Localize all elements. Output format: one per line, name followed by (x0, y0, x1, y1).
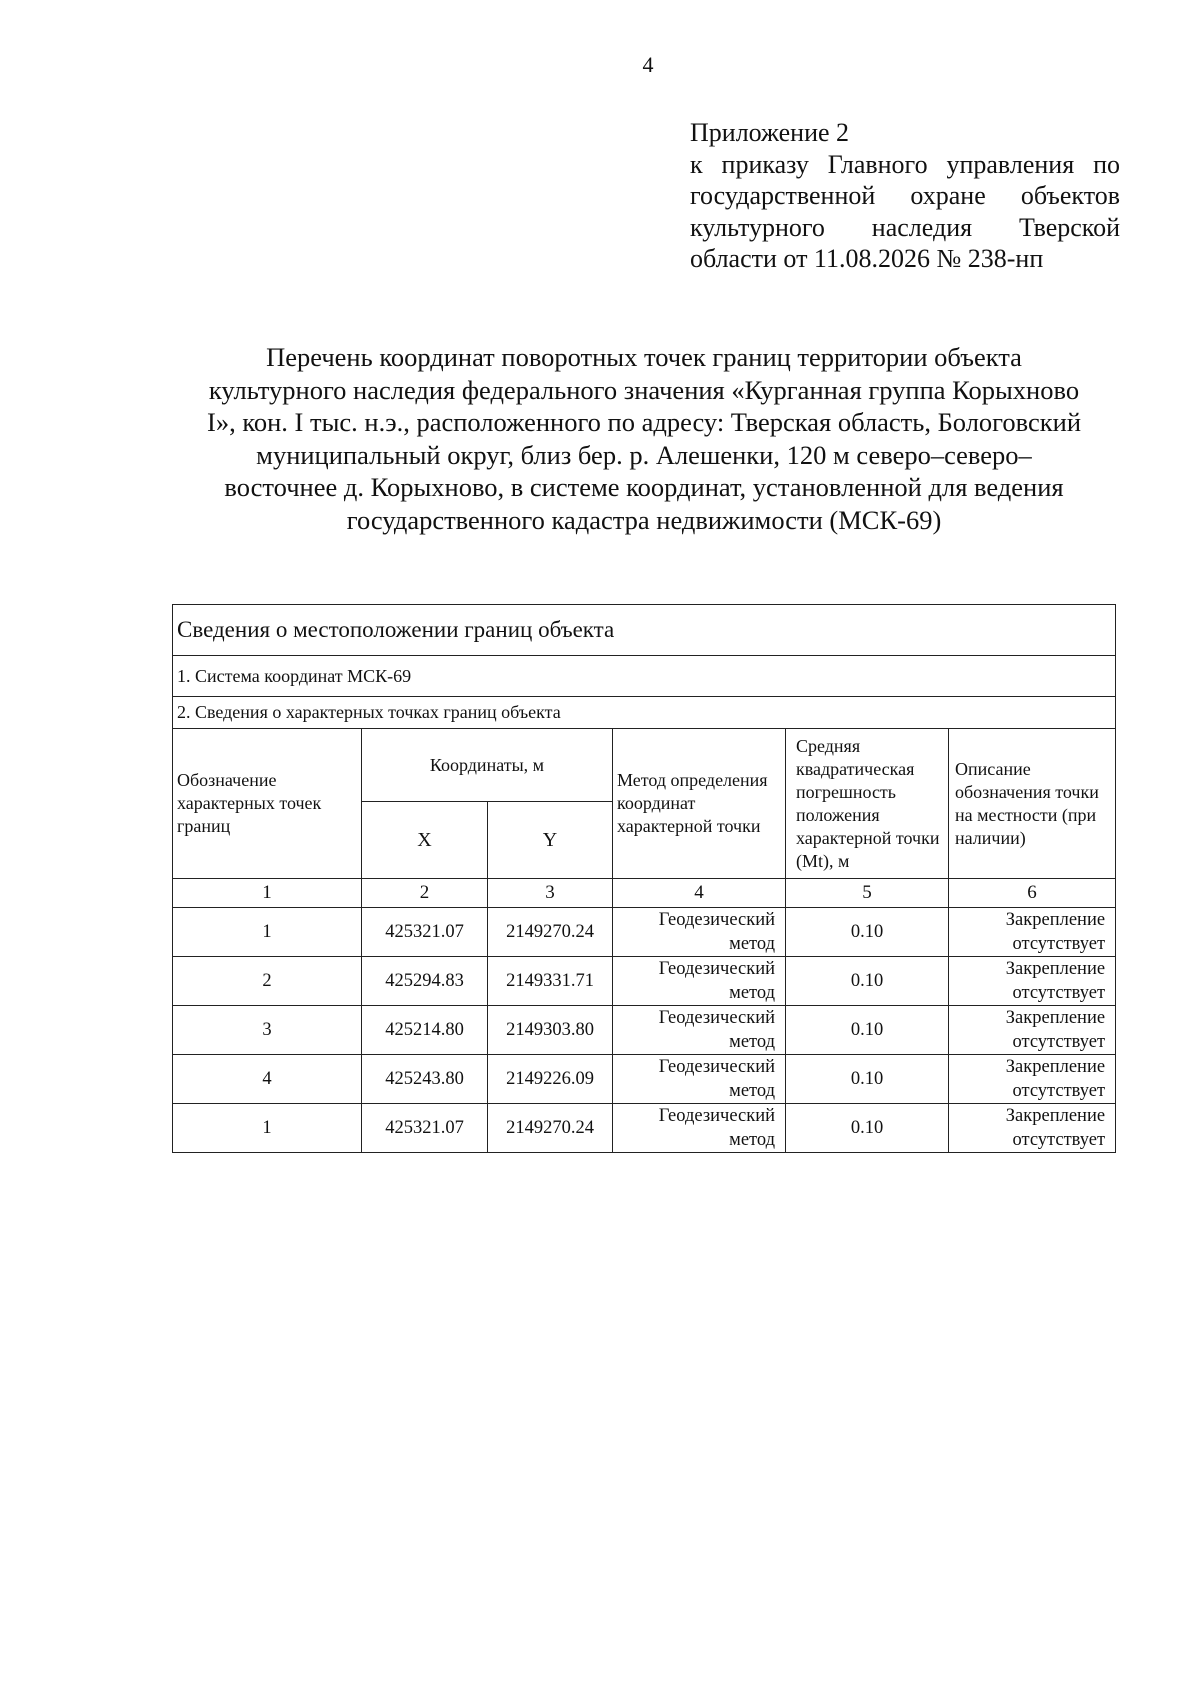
cell-method: Геодезический метод (613, 908, 786, 957)
cell-y: 2149226.09 (488, 1055, 613, 1104)
column-number: 3 (488, 879, 613, 908)
cell-description: Закрепление отсутствует (949, 957, 1116, 1006)
header-y: Y (488, 802, 613, 879)
table-row (173, 908, 1116, 957)
appendix-line: области от 11.08.2026 № 238-нп (690, 244, 1044, 273)
cell-point: 1 (173, 1104, 362, 1153)
title-line: Перечень координат поворотных точек границ территории объекта (266, 342, 1022, 372)
header-description: Описание обозначения точки на местности (при наличии) (949, 729, 1116, 879)
page-number: 4 (642, 52, 654, 77)
header-x: X (362, 802, 488, 879)
header-designation: Обозначение характерных точек границ (173, 729, 362, 879)
title-line: I», кон. I тыс. н.э., расположенного по адресу: Тверская область, Бологовский (207, 407, 1081, 437)
table-row (173, 1055, 1116, 1104)
title-line: восточнее д. Корыхново, в системе координат, установленной для ведения (224, 472, 1064, 502)
column-number: 5 (786, 879, 949, 908)
cell-x: 425321.07 (362, 908, 488, 957)
appendix-block (690, 117, 1120, 275)
header-error: Средняя квадратическая погрешность положения характерной точки (Mt), м (786, 729, 949, 879)
appendix-line: Приложение 2 (690, 118, 850, 147)
header-method: Метод определения координат характерной точки (613, 729, 786, 879)
cell-x: 425294.83 (362, 957, 488, 1006)
cell-error: 0.10 (786, 1104, 949, 1153)
coord-system: 1. Система координат МСК-69 (173, 656, 1116, 697)
cell-y: 2149331.71 (488, 957, 613, 1006)
cell-description: Закрепление отсутствует (949, 1104, 1116, 1153)
cell-x: 425214.80 (362, 1006, 488, 1055)
cell-method: Геодезический метод (613, 957, 786, 1006)
cell-point: 4 (173, 1055, 362, 1104)
column-number: 6 (949, 879, 1116, 908)
cell-y: 2149270.24 (488, 1104, 613, 1153)
document-title (170, 341, 1118, 536)
cell-description: Закрепление отсутствует (949, 1055, 1116, 1104)
cell-method: Геодезический метод (613, 1006, 786, 1055)
title-line: культурного наследия федерального значения «Курганная группа Корыхново (208, 374, 1080, 405)
title-line: государственного кадастра недвижимости (МСК-69) (346, 504, 942, 535)
cell-y: 2149303.80 (488, 1006, 613, 1055)
cell-y: 2149270.24 (488, 908, 613, 957)
cell-error: 0.10 (786, 908, 949, 957)
column-number: 1 (173, 879, 362, 908)
cell-point: 2 (173, 957, 362, 1006)
table-row (173, 1006, 1116, 1055)
table-row (173, 957, 1116, 1006)
coordinates-table (172, 604, 1116, 1153)
appendix-line: культурного наследия Тверской (690, 212, 1120, 242)
cell-method: Геодезический метод (613, 1104, 786, 1153)
cell-error: 0.10 (786, 957, 949, 1006)
section-title: Сведения о местоположении границ объекта (173, 605, 1116, 656)
cell-error: 0.10 (786, 1006, 949, 1055)
table-row (173, 1104, 1116, 1153)
title-line: муниципальный округ, близ бер. р. Алешенки, 120 м северо–северо– (256, 439, 1032, 470)
cell-error: 0.10 (786, 1055, 949, 1104)
cell-description: Закрепление отсутствует (949, 1006, 1116, 1055)
points-caption: 2. Сведения о характерных точках границ объекта (173, 697, 1116, 729)
cell-x: 425243.80 (362, 1055, 488, 1104)
cell-point: 3 (173, 1006, 362, 1055)
column-number: 2 (362, 879, 488, 908)
cell-method: Геодезический метод (613, 1055, 786, 1104)
column-number: 4 (613, 879, 786, 908)
appendix-line: к приказу Главного управления по (690, 149, 1120, 179)
header-coordinates: Координаты, м (362, 729, 613, 802)
appendix-line: государственной охране объектов (690, 181, 1120, 210)
cell-description: Закрепление отсутствует (949, 908, 1116, 957)
cell-x: 425321.07 (362, 1104, 488, 1153)
cell-point: 1 (173, 908, 362, 957)
